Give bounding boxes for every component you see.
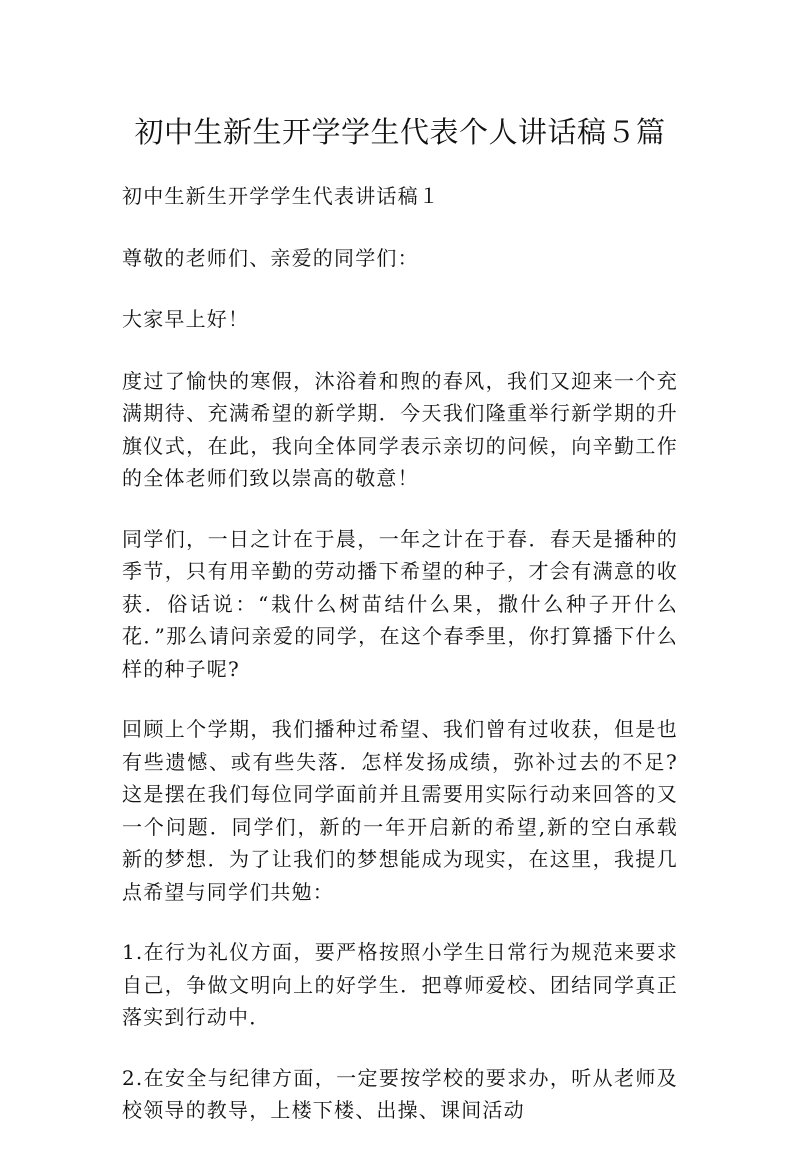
speech-heading: 初中生新生开学学生代表讲话稿１ (122, 184, 440, 208)
paragraph-review: 回顾上个学期，我们播种过希望、我们曾有过收获，但是也有些遗憾、或有些失落．怎样发扬成绩，弥补过去的不足?这是摆在我们每位同学面前并且需要用实际行动来回答的又一个问题．同学们，新的一年开启新的希望,新的空白承载新的梦想．为了让我们的梦想能成为现实，在这里，我提几点希望与同学们共勉： (122, 717, 678, 904)
paragraph-point-1: 1.在行为礼仪方面，要严格按照小学生日常行为规范来要求自己，争做文明向上的好学生．把尊师爱校、团结同学真正落实到行动中． (122, 940, 678, 1029)
paragraph-intro: 度过了愉快的寒假，沐浴着和煦的春风，我们又迎来一个充满期待、充满希望的新学期．今天我们隆重举行新学期的升旗仪式，在此，我向全体同学表示亲切的问候，向辛勤工作的全体老师们致以崇高的敬意！ (122, 368, 678, 490)
document-body (122, 180, 678, 1155)
paragraph-point-2: 2.在安全与纪律方面，一定要按学校的要求办，听从老师及校领导的教导，上楼下楼、出操、课间活动 (122, 1065, 678, 1122)
document-title: 初中生新生开学学生代表个人讲话稿５篇 (134, 115, 666, 149)
greeting: 大家早上好！ (122, 307, 250, 331)
paragraph-spring: 同学们，一日之计在于晨，一年之计在于春．春天是播种的季节，只有用辛勤的劳动播下希望的种子，才会有满意的收获．俗话说：“栽什么树苗结什么果，撒什么种子开什么花．”那么请问亲爱的同学，在这个春季里，你打算播下什么样的种子呢? (122, 526, 678, 681)
salutation: 尊敬的老师们、亲爱的同学们： (122, 245, 419, 270)
